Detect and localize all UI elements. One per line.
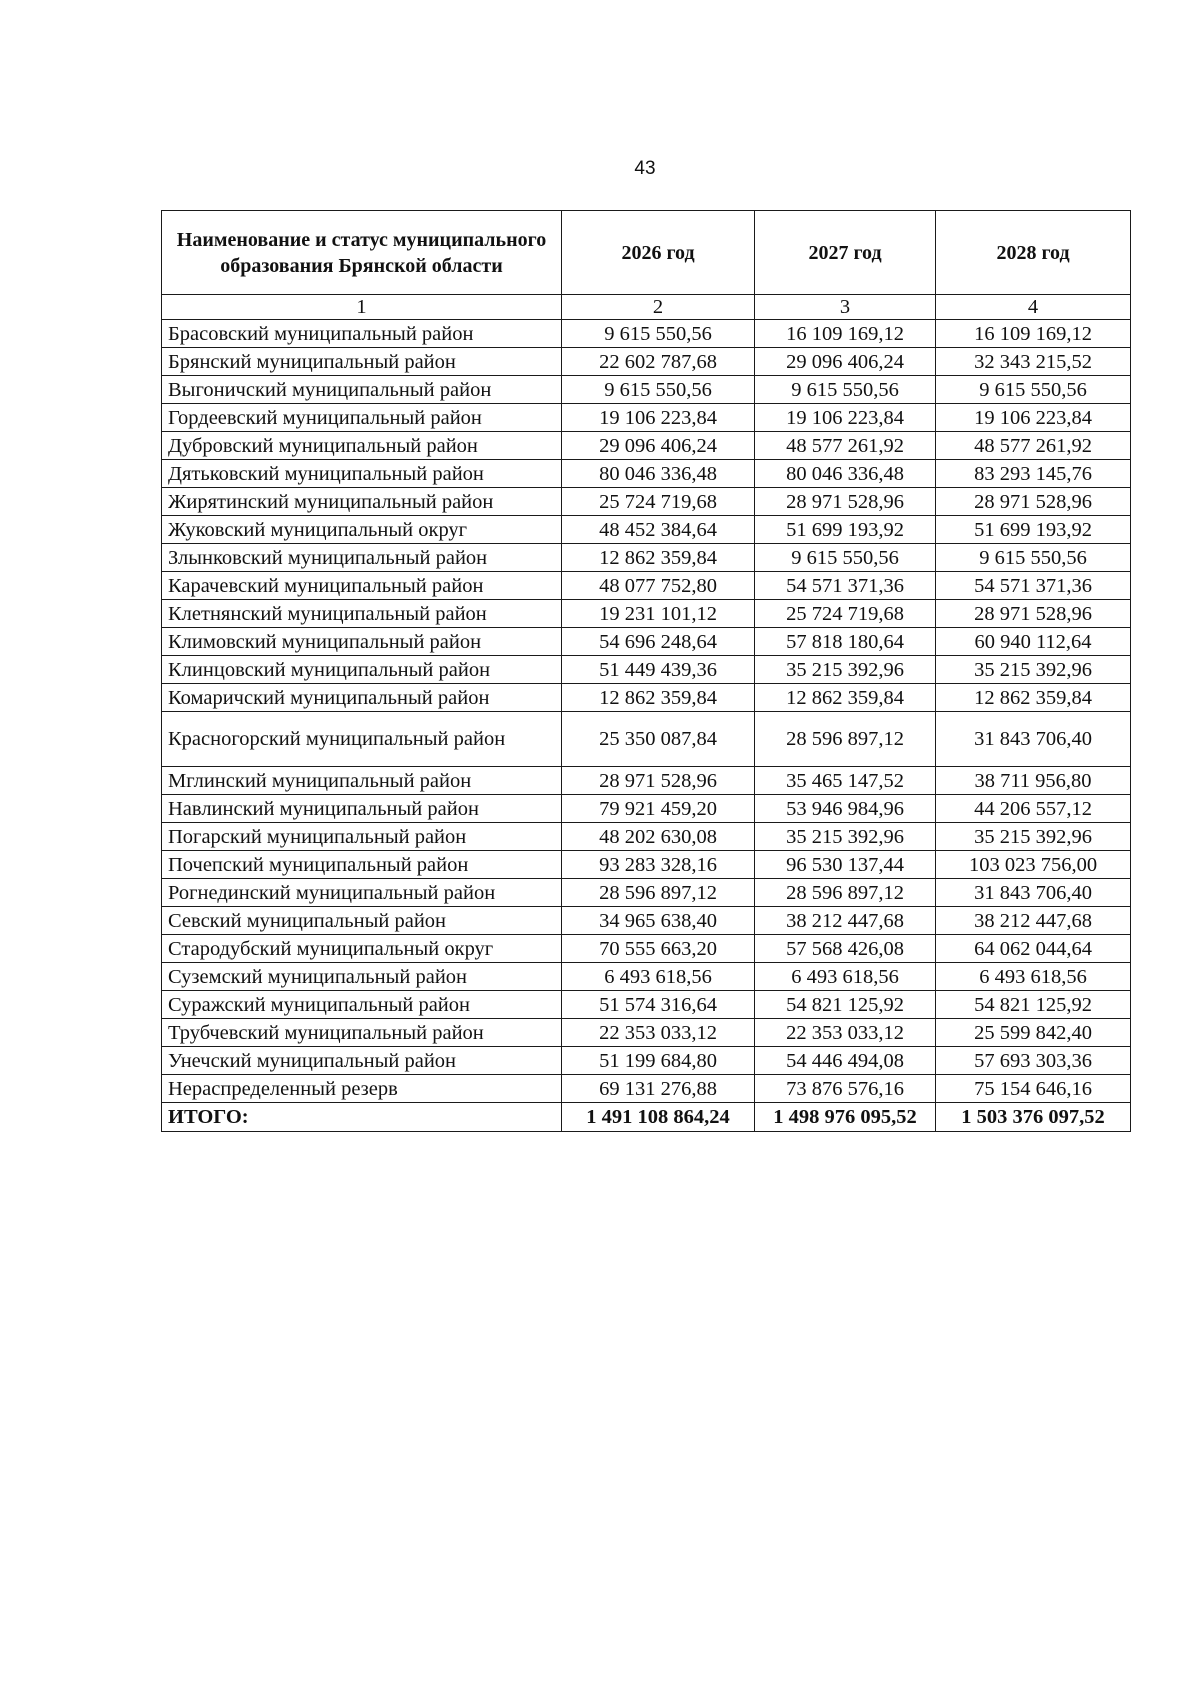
amount-2026: 48 452 384,64	[562, 516, 755, 544]
amount-2027: 73 876 576,16	[755, 1075, 936, 1103]
table-row	[162, 628, 1131, 656]
amount-2027: 9 615 550,56	[755, 376, 936, 404]
amount-2027: 54 821 125,92	[755, 991, 936, 1019]
amount-2027: 38 212 447,68	[755, 907, 936, 935]
amount-2028: 35 215 392,96	[936, 656, 1131, 684]
page-number: 43	[634, 158, 656, 179]
column-number: 3	[755, 295, 936, 320]
amount-2028: 38 212 447,68	[936, 907, 1131, 935]
amount-2026: 80 046 336,48	[562, 460, 755, 488]
amount-2028: 32 343 215,52	[936, 348, 1131, 376]
amount-2026: 19 231 101,12	[562, 600, 755, 628]
table-row	[162, 684, 1131, 712]
amount-2026: 34 965 638,40	[562, 907, 755, 935]
column-number: 4	[936, 295, 1131, 320]
table-row	[162, 432, 1131, 460]
municipality-name: Навлинский муниципальный район	[162, 795, 562, 823]
amount-2026: 22 602 787,68	[562, 348, 755, 376]
header-municipality: Наименование и статус муниципального образования Брянской области	[162, 211, 562, 295]
table-row	[162, 348, 1131, 376]
amount-2026: 28 971 528,96	[562, 767, 755, 795]
amount-2026: 51 199 684,80	[562, 1047, 755, 1075]
municipality-name: Суземский муниципальный район	[162, 963, 562, 991]
amount-2028: 103 023 756,00	[936, 851, 1131, 879]
table-row	[162, 795, 1131, 823]
amount-2028: 9 615 550,56	[936, 544, 1131, 572]
municipality-name: Стародубский муниципальный округ	[162, 935, 562, 963]
municipality-name: Климовский муниципальный район	[162, 628, 562, 656]
municipality-name: Севский муниципальный район	[162, 907, 562, 935]
amount-2028: 31 843 706,40	[936, 879, 1131, 907]
amount-2027: 54 571 371,36	[755, 572, 936, 600]
amount-2026: 28 596 897,12	[562, 879, 755, 907]
total-value-2027: 1 498 976 095,52	[755, 1103, 936, 1132]
amount-2027: 28 971 528,96	[755, 488, 936, 516]
table-row	[162, 320, 1131, 348]
amount-2028: 51 699 193,92	[936, 516, 1131, 544]
amount-2028: 6 493 618,56	[936, 963, 1131, 991]
table-row	[162, 823, 1131, 851]
amount-2027: 35 215 392,96	[755, 656, 936, 684]
amount-2027: 57 568 426,08	[755, 935, 936, 963]
amount-2027: 51 699 193,92	[755, 516, 936, 544]
amount-2026: 79 921 459,20	[562, 795, 755, 823]
municipality-name: Комаричский муниципальный район	[162, 684, 562, 712]
amount-2027: 53 946 984,96	[755, 795, 936, 823]
amount-2028: 31 843 706,40	[936, 712, 1131, 767]
municipality-name: Брянский муниципальный район	[162, 348, 562, 376]
amount-2027: 96 530 137,44	[755, 851, 936, 879]
amount-2026: 29 096 406,24	[562, 432, 755, 460]
budget-allocation-table	[161, 210, 1131, 1132]
table-row	[162, 907, 1131, 935]
amount-2028: 12 862 359,84	[936, 684, 1131, 712]
amount-2028: 19 106 223,84	[936, 404, 1131, 432]
amount-2028: 54 571 371,36	[936, 572, 1131, 600]
amount-2026: 12 862 359,84	[562, 684, 755, 712]
amount-2027: 28 596 897,12	[755, 712, 936, 767]
table-row	[162, 488, 1131, 516]
amount-2028: 64 062 044,64	[936, 935, 1131, 963]
amount-2028: 83 293 145,76	[936, 460, 1131, 488]
amount-2028: 28 971 528,96	[936, 488, 1131, 516]
total-value-2028: 1 503 376 097,52	[936, 1103, 1131, 1132]
total-row	[162, 1103, 1131, 1132]
amount-2027: 80 046 336,48	[755, 460, 936, 488]
amount-2026: 22 353 033,12	[562, 1019, 755, 1047]
municipality-name: Злынковский муниципальный район	[162, 544, 562, 572]
column-number: 1	[162, 295, 562, 320]
table-row	[162, 376, 1131, 404]
table-row	[162, 656, 1131, 684]
amount-2026: 70 555 663,20	[562, 935, 755, 963]
municipality-name: Выгоничский муниципальный район	[162, 376, 562, 404]
amount-2027: 28 596 897,12	[755, 879, 936, 907]
amount-2026: 93 283 328,16	[562, 851, 755, 879]
table-row	[162, 1075, 1131, 1103]
amount-2028: 44 206 557,12	[936, 795, 1131, 823]
amount-2026: 6 493 618,56	[562, 963, 755, 991]
municipality-name: Унечский муниципальный район	[162, 1047, 562, 1075]
amount-2028: 16 109 169,12	[936, 320, 1131, 348]
municipality-name: Жирятинский муниципальный район	[162, 488, 562, 516]
municipality-name: Дятьковский муниципальный район	[162, 460, 562, 488]
amount-2026: 9 615 550,56	[562, 376, 755, 404]
municipality-name: Рогнединский муниципальный район	[162, 879, 562, 907]
municipality-name: Клетнянский муниципальный район	[162, 600, 562, 628]
table-body	[162, 295, 1131, 1103]
table-row	[162, 460, 1131, 488]
header-year-2027: 2027 год	[755, 211, 936, 295]
amount-2027: 35 215 392,96	[755, 823, 936, 851]
amount-2027: 48 577 261,92	[755, 432, 936, 460]
municipality-name: Суражский муниципальный район	[162, 991, 562, 1019]
amount-2026: 48 202 630,08	[562, 823, 755, 851]
table-row	[162, 963, 1131, 991]
amount-2028: 75 154 646,16	[936, 1075, 1131, 1103]
municipality-name: Дубровский муниципальный район	[162, 432, 562, 460]
municipality-name: Гордеевский муниципальный район	[162, 404, 562, 432]
municipality-name: Брасовский муниципальный район	[162, 320, 562, 348]
amount-2026: 51 449 439,36	[562, 656, 755, 684]
amount-2028: 35 215 392,96	[936, 823, 1131, 851]
table-row	[162, 600, 1131, 628]
amount-2028: 54 821 125,92	[936, 991, 1131, 1019]
table-row	[162, 1019, 1131, 1047]
table-row	[162, 851, 1131, 879]
municipality-name: Карачевский муниципальный район	[162, 572, 562, 600]
amount-2028: 28 971 528,96	[936, 600, 1131, 628]
amount-2027: 9 615 550,56	[755, 544, 936, 572]
municipality-name: Мглинский муниципальный район	[162, 767, 562, 795]
amount-2028: 25 599 842,40	[936, 1019, 1131, 1047]
amount-2027: 6 493 618,56	[755, 963, 936, 991]
table-row	[162, 544, 1131, 572]
amount-2027: 29 096 406,24	[755, 348, 936, 376]
table-row	[162, 516, 1131, 544]
municipality-name: Жуковский муниципальный округ	[162, 516, 562, 544]
municipality-name: Трубчевский муниципальный район	[162, 1019, 562, 1047]
amount-2028: 9 615 550,56	[936, 376, 1131, 404]
amount-2027: 22 353 033,12	[755, 1019, 936, 1047]
amount-2026: 25 724 719,68	[562, 488, 755, 516]
amount-2028: 48 577 261,92	[936, 432, 1131, 460]
total-value-2026: 1 491 108 864,24	[562, 1103, 755, 1132]
amount-2026: 12 862 359,84	[562, 544, 755, 572]
amount-2027: 35 465 147,52	[755, 767, 936, 795]
column-number-row	[162, 295, 1131, 320]
table-header-row	[162, 211, 1131, 295]
column-number: 2	[562, 295, 755, 320]
amount-2026: 51 574 316,64	[562, 991, 755, 1019]
amount-2028: 60 940 112,64	[936, 628, 1131, 656]
municipality-name: Клинцовский муниципальный район	[162, 656, 562, 684]
amount-2027: 12 862 359,84	[755, 684, 936, 712]
amount-2026: 48 077 752,80	[562, 572, 755, 600]
table-row	[162, 879, 1131, 907]
header-year-2026: 2026 год	[562, 211, 755, 295]
amount-2027: 16 109 169,12	[755, 320, 936, 348]
municipality-name: Почепский муниципальный район	[162, 851, 562, 879]
table-row	[162, 712, 1131, 767]
municipality-name: Нераспределенный резерв	[162, 1075, 562, 1103]
amount-2027: 57 818 180,64	[755, 628, 936, 656]
amount-2027: 25 724 719,68	[755, 600, 936, 628]
header-year-2028: 2028 год	[936, 211, 1131, 295]
table-row	[162, 404, 1131, 432]
amount-2027: 54 446 494,08	[755, 1047, 936, 1075]
municipality-name: Погарский муниципальный район	[162, 823, 562, 851]
amount-2028: 57 693 303,36	[936, 1047, 1131, 1075]
table-row	[162, 1047, 1131, 1075]
table-row	[162, 991, 1131, 1019]
amount-2026: 54 696 248,64	[562, 628, 755, 656]
amount-2026: 9 615 550,56	[562, 320, 755, 348]
amount-2028: 38 711 956,80	[936, 767, 1131, 795]
amount-2026: 19 106 223,84	[562, 404, 755, 432]
table-row	[162, 572, 1131, 600]
table-row	[162, 767, 1131, 795]
municipality-name: Красногорский муниципальный район	[162, 712, 562, 767]
table-row	[162, 935, 1131, 963]
amount-2027: 19 106 223,84	[755, 404, 936, 432]
amount-2026: 25 350 087,84	[562, 712, 755, 767]
amount-2026: 69 131 276,88	[562, 1075, 755, 1103]
total-label: ИТОГО:	[162, 1103, 562, 1132]
